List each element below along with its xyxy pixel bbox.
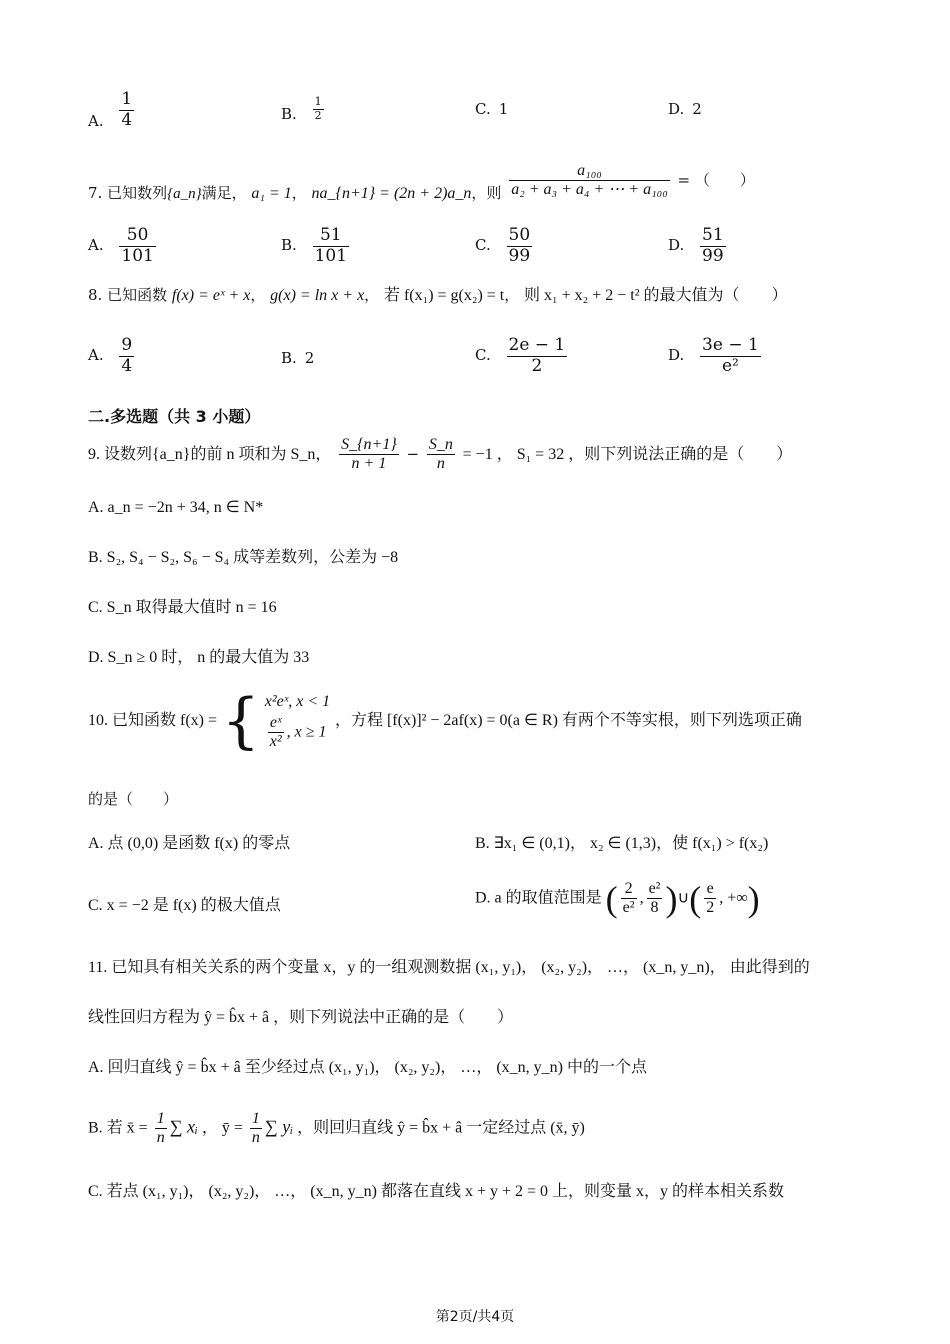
page-footer: 第2页/共4页 <box>435 1309 515 1325</box>
q10-stem: 10. 已知函数 f(x) = { x²eˣ, x < 1 $\frac{\text{eˣ}}{\text{x²}}$ , x ≥ 1 ，方程 [f(x)]² − 2af(x) = 0(a ∈ R) 有两个不等实根，则下列选项正确 <box>88 685 802 756</box>
q10-stem-cont: 的是（ ） <box>88 790 179 808</box>
fraction: $\frac{S\_n}{n}$ <box>428 436 453 473</box>
fraction: $\frac{3e - 1}{\text{e²}}$ <box>702 335 759 376</box>
q10-option-c: C. x = −2 是 f(x) 的极大值点 <box>88 897 281 914</box>
q7-option-c: C. $\frac{50}{99}$ <box>475 225 531 266</box>
fraction: $\frac{\text{e²}}{8}$ <box>648 880 661 917</box>
q7-option-a: A. $\frac{50}{101}$ <box>88 225 154 266</box>
q11-option-a: A. 回归直线 ŷ = b̂x + â 至少经过点 (x₁, y₁)， (x₂, y₂)， …， (x_n, y_n) 中的一个点 <box>88 1059 647 1076</box>
fraction: $\frac{1}{2}$ <box>314 95 322 122</box>
q10-option-a: A. 点 (0,0) 是函数 f(x) 的零点 <box>88 835 291 852</box>
fraction: $\frac{\text{eˣ}}{\text{x²}}$ <box>269 714 282 751</box>
q6-option-d: D. 2 <box>668 100 702 118</box>
q7-option-d: D. $\frac{51}{99}$ <box>668 225 724 266</box>
q9-stem: 9. 设数列{a_n}的前 n 项和为 S_n， $\frac{S\_\{n+1\}}{n + 1}$ − $\frac{S\_n}{n}$ = −1 ， S₁ = 32 ，则下列说法正确的是（ ） <box>88 436 793 473</box>
q6-option-a: A. $\frac{1}{4}$ <box>88 89 133 131</box>
fraction: $\frac{50}{101}$ <box>121 225 154 266</box>
q9-option-a: A. a_n = −2n + 34, n ∈ N* <box>88 499 264 516</box>
fraction: $\frac{50}{99}$ <box>508 225 531 266</box>
left-brace: { <box>221 685 260 756</box>
q7-fraction: $\frac{\text{a₁₀₀}}{\text{a₂ + a₃ + a₄ + ⋯ + a₁₀₀}}$ <box>511 162 668 199</box>
fraction: $\frac{e}{2}$ <box>706 880 715 917</box>
fraction: $\frac{51}{101}$ <box>314 225 348 266</box>
q7-option-b: B. $\frac{51}{101}$ <box>281 225 348 266</box>
q11-option-b: B. 若 x̄ = $\frac{1}{n}$ ∑ xᵢ ， ȳ = $\frac{1}{n}$ ∑ yᵢ ，则回归直线 ŷ = b̂x + â 一定经过点 (x̄, ȳ) <box>88 1110 585 1147</box>
q9-option-c: C. S_n 取得最大值时 n = 16 <box>88 599 277 616</box>
fraction: $\frac{2}{\text{e²}}$ <box>622 880 635 917</box>
q9-option-d: D. S_n ≥ 0 时， n 的最大值为 33 <box>88 649 310 666</box>
section-heading: 二.多选题（共 3 小题） <box>88 407 261 426</box>
piecewise-cases: x²eˣ, x < 1 $\frac{\text{eˣ}}{\text{x²}}$ , x ≥ 1 <box>264 693 331 751</box>
fraction: $\frac{51}{99}$ <box>702 225 724 266</box>
q8-option-b: B. 2 <box>281 349 315 367</box>
q7-stem: 7. 已知数列{a_n}满足， a₁ = 1， na_{n+1} = (2n + 2)a_n，则 $\frac{\text{a₁₀₀}}{\text{a₂ + a₃ + a₄ + ⋯ + a₁₀₀}}$ = （ ） <box>88 162 755 202</box>
fraction: $\frac{1}{4}$ <box>121 89 133 130</box>
q8-option-a: A. $\frac{9}{4}$ <box>88 335 133 376</box>
fraction: $\frac{2e - 1}{2}$ <box>508 335 566 376</box>
q11-stem-line2: 线性回归方程为 ŷ = b̂x + â ，则下列说法中正确的是（ ） <box>88 1009 514 1026</box>
q8-option-c: C. $\frac{2e - 1}{2}$ <box>475 335 566 376</box>
fraction: $\frac{1}{n}$ <box>156 1110 165 1147</box>
fraction: $\frac{S\_\{n+1\}}{n + 1}$ <box>341 436 397 473</box>
q11-option-c: C. 若点 (x₁, y₁)， (x₂, y₂)， …， (x_n, y_n) 都落在直线 x + y + 2 = 0 上，则变量 x，y 的样本相关系数 <box>88 1183 785 1200</box>
q11-stem-line1: 11. 已知具有相关关系的两个变量 x，y 的一组观测数据 (x₁, y₁)， (x₂, y₂)， …， (x_n, y_n)， 由此得到的 <box>88 959 810 976</box>
fraction: $\frac{9}{4}$ <box>121 335 133 376</box>
fraction: $\frac{1}{n}$ <box>251 1110 260 1147</box>
q8-stem: 8. 已知函数 f(x) = eˣ + x， g(x) = ln x + x， 若 f(x₁) = g(x₂) = t， 则 x₁ + x₂ + 2 − t² 的最大值为（ ） <box>88 286 788 304</box>
q10-option-b: B. ∃x₁ ∈ (0,1)， x₂ ∈ (1,3)，使 f(x₁) > f(x₂) <box>475 835 769 852</box>
q9-option-b: B. S₂, S₄ − S₂, S₆ − S₄ 成等差数列，公差为 −8 <box>88 549 399 566</box>
q10-option-d: D. a 的取值范围是 ( $\frac{2}{\text{e²}}$ , $\frac{\text{e²}}{8}$ )∪( $\frac{e}{2}$ , +∞) <box>475 878 760 919</box>
q6-option-c: C. 1 <box>475 100 509 118</box>
q6-option-b: B. $\frac{1}{2}$ <box>281 95 322 124</box>
q8-option-d: D. $\frac{3e - 1}{\text{e²}}$ <box>668 335 759 376</box>
